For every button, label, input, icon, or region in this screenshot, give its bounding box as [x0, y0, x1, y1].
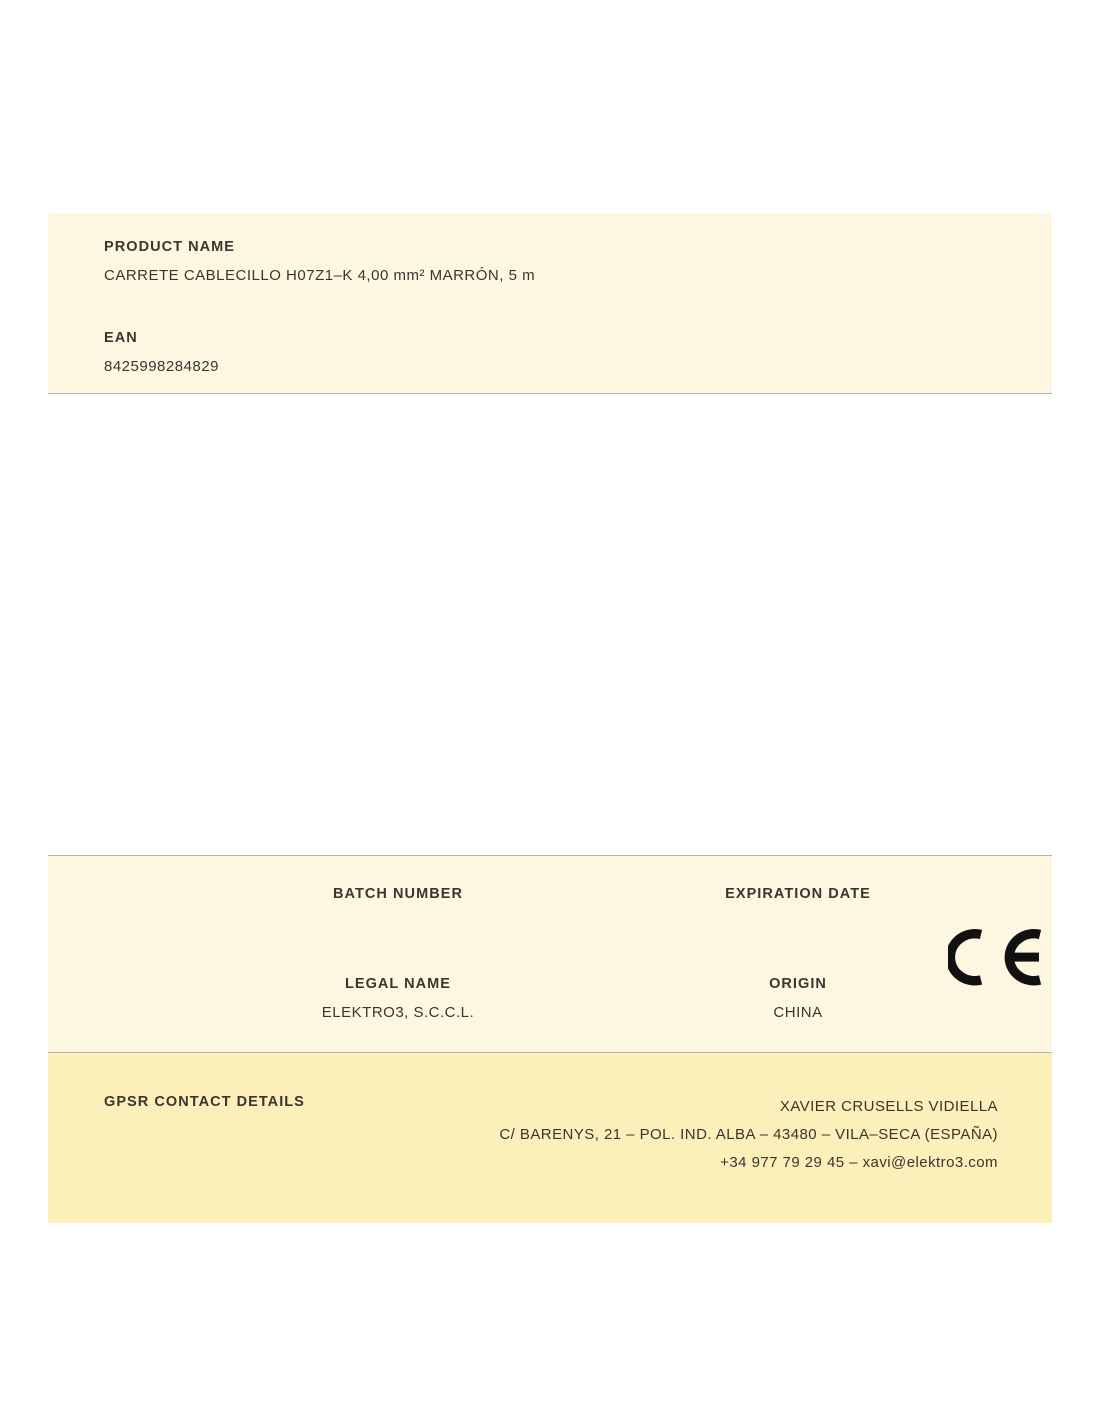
legal-name-label: LEGAL NAME — [344, 976, 452, 992]
gpsr-contact-panel — [48, 1053, 1052, 1223]
gpsr-contact-label: GPSR CONTACT DETAILS — [104, 1094, 305, 1110]
blank-content-area — [48, 394, 1052, 855]
product-name-value: CARRETE CABLECILLO H07Z1–K 4,00 mm² MARRÓN, 5 m — [104, 267, 536, 284]
origin-label: ORIGIN — [769, 976, 827, 992]
product-info-panel — [48, 213, 1052, 394]
legal-name-value: ELEKTRO3, S.C.C.L. — [321, 1004, 475, 1021]
ean-value: 8425998284829 — [104, 358, 219, 375]
batch-legal-panel — [48, 855, 1052, 1053]
ce-marking-icon — [948, 926, 1048, 988]
gpsr-contact-phone-email: +34 977 79 29 45 – xavi@elektro3.com — [720, 1154, 998, 1171]
product-name-label: PRODUCT NAME — [104, 239, 236, 255]
gpsr-contact-lines — [499, 1093, 998, 1177]
expiration-date-label: EXPIRATION DATE — [725, 886, 871, 902]
ean-label: EAN — [104, 330, 138, 346]
batch-number-label: BATCH NUMBER — [333, 886, 463, 902]
gpsr-contact-name: XAVIER CRUSELLS VIDIELLA — [779, 1098, 998, 1115]
gpsr-contact-address: C/ BARENYS, 21 – POL. IND. ALBA – 43480 – VILA–SECA (ESPAÑA) — [499, 1126, 998, 1143]
origin-value: CHINA — [773, 1004, 823, 1021]
